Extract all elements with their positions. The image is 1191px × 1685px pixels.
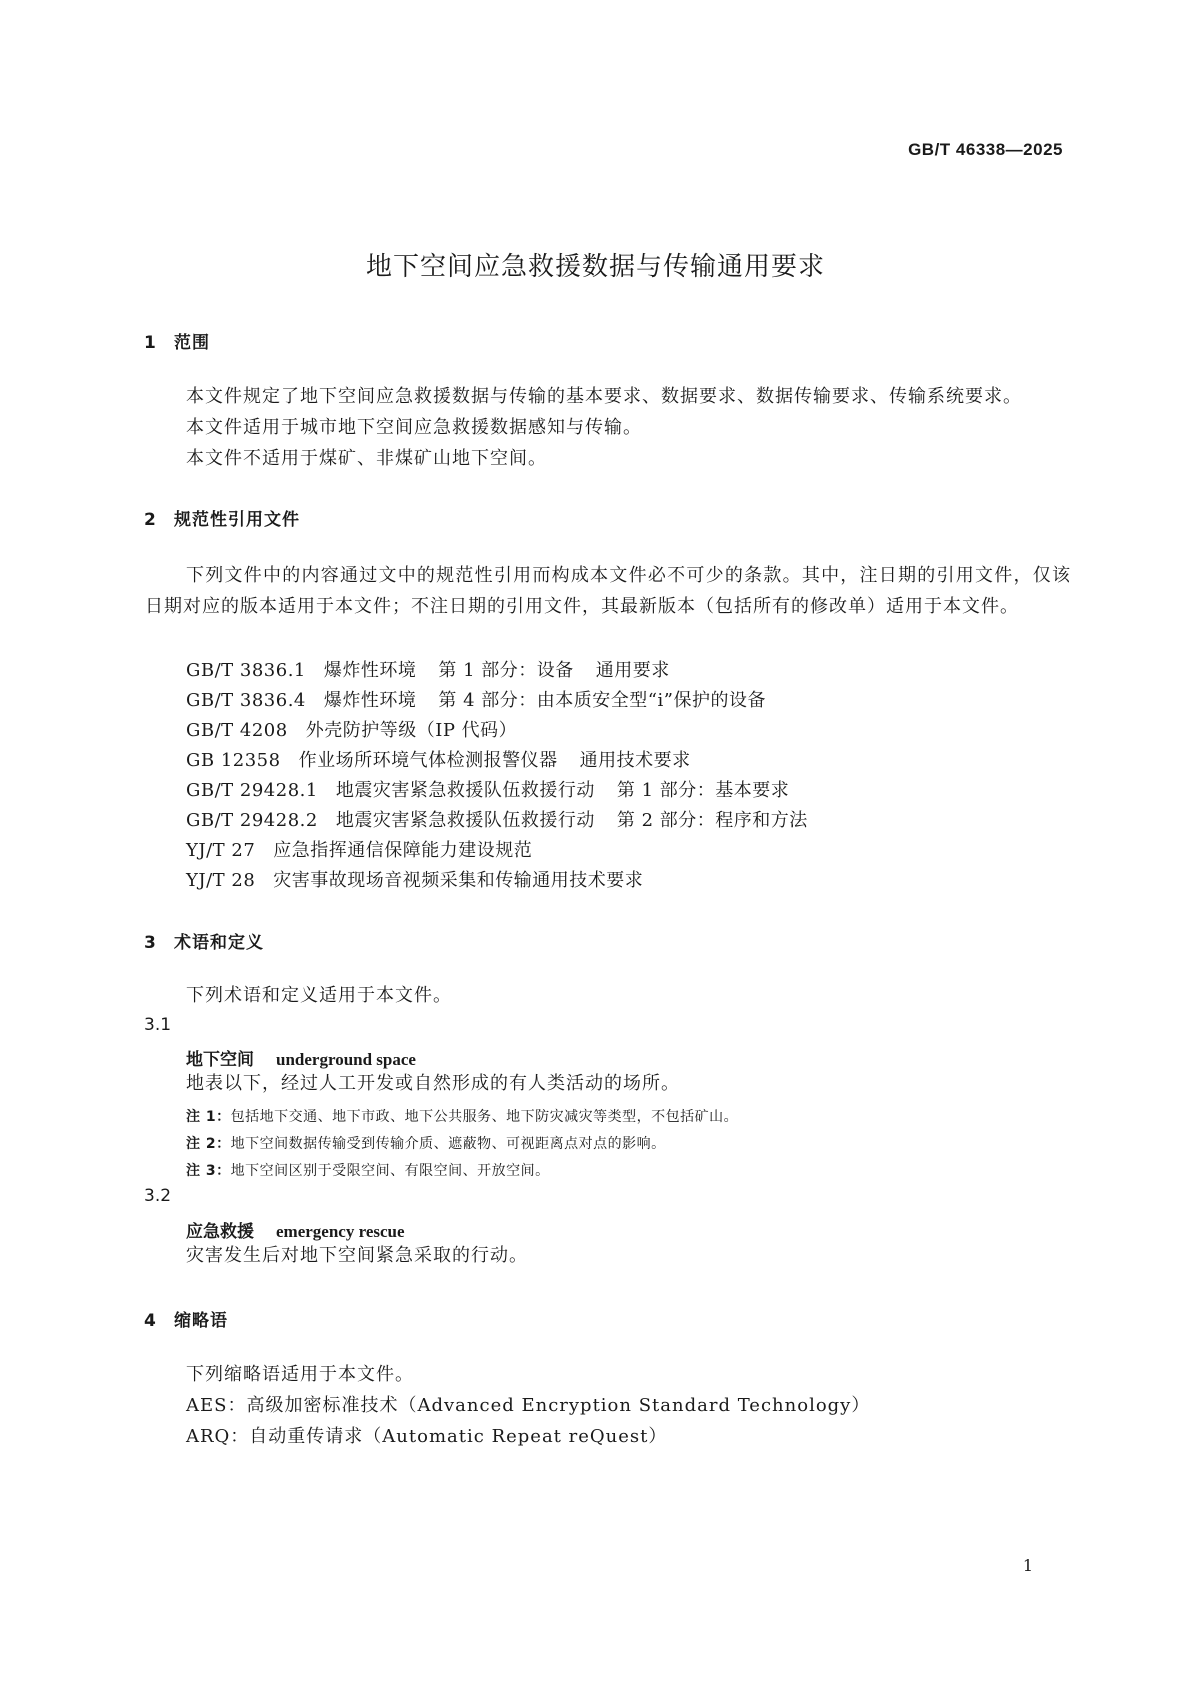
reference-title: 应急指挥通信保障能力建设规范 <box>273 840 533 861</box>
note-label: 注 3： <box>186 1163 231 1179</box>
paragraph: 本文件规定了地下空间应急救援数据与传输的基本要求、数据要求、数据传输要求、传输系统要求。 <box>186 386 1022 407</box>
reference-code: GB/T 3836.4 <box>186 690 306 711</box>
note-text: 地下空间区别于受限空间、有限空间、开放空间。 <box>230 1163 550 1179</box>
normative-reference <box>186 836 532 862</box>
term-note <box>186 1133 666 1153</box>
reference-title: 外壳防护等级（IP 代码） <box>305 720 518 741</box>
reference-title: 地震灾害紧急救援队伍救援行动 <box>335 810 595 831</box>
section-number: 2 <box>144 510 157 530</box>
reference-part: 第 4 部分：由本质安全型“i”保护的设备 <box>438 690 766 711</box>
document-title: 地下空间应急救援数据与传输通用要求 <box>365 252 825 282</box>
reference-code: GB 12358 <box>186 750 281 771</box>
term-entry <box>186 1217 405 1242</box>
normative-reference <box>186 866 643 892</box>
term-definition: 地表以下，经过人工开发或自然形成的有人类活动的场所。 <box>186 1073 680 1094</box>
paragraph: 下列文件中的内容通过文中的规范性引用而构成本文件必不可少的条款。其中，注日期的引用文件，仅该日期对应的版本适用于本文件；不注日期的引用文件，其最新版本（包括所有的修改单）适用于本文件。 <box>145 565 1071 617</box>
reference-title: 爆炸性环境 <box>323 660 417 681</box>
term-number: 3.1 <box>144 1015 172 1035</box>
paragraph: 本文件适用于城市地下空间应急救援数据感知与传输。 <box>186 417 642 438</box>
reference-title: 爆炸性环境 <box>323 690 417 711</box>
reference-code: GB/T 3836.1 <box>186 660 306 681</box>
term-english: emergency rescue <box>276 1222 405 1241</box>
standard-number: GB/T 46338—2025 <box>908 140 1063 159</box>
reference-part: 第 1 部分：设备 <box>438 660 574 681</box>
section-title: 术语和定义 <box>174 933 264 953</box>
reference-code: YJ/T 27 <box>186 840 256 861</box>
reference-title: 地震灾害紧急救援队伍救援行动 <box>335 780 595 801</box>
term-definition: 灾害发生后对地下空间紧急采取的行动。 <box>186 1245 528 1266</box>
term-number: 3.2 <box>144 1186 172 1206</box>
section-number: 4 <box>144 1311 157 1331</box>
section-number: 1 <box>144 333 157 353</box>
section-4-heading <box>144 1306 228 1331</box>
section-title: 规范性引用文件 <box>174 510 300 530</box>
section-title: 缩略语 <box>174 1311 228 1331</box>
section-title: 范围 <box>174 333 210 353</box>
normative-reference <box>186 776 789 802</box>
reference-part: 通用技术要求 <box>579 750 691 771</box>
term-chinese: 地下空间 <box>186 1050 254 1070</box>
term-english: underground space <box>276 1050 416 1069</box>
reference-title: 作业场所环境气体检测报警仪器 <box>298 750 558 771</box>
reference-subtitle: 通用要求 <box>595 660 670 681</box>
abbreviation-entry: ARQ：自动重传请求（Automatic Repeat reQuest） <box>186 1426 668 1447</box>
term-entry <box>186 1045 416 1070</box>
normative-reference <box>186 656 670 682</box>
note-label: 注 2： <box>186 1136 231 1152</box>
reference-part: 第 2 部分：程序和方法 <box>616 810 808 831</box>
reference-title: 灾害事故现场音视频采集和传输通用技术要求 <box>273 870 644 891</box>
paragraph: 下列术语和定义适用于本文件。 <box>186 985 452 1006</box>
section-3-heading <box>144 928 264 953</box>
term-note <box>186 1160 550 1180</box>
reference-code: GB/T 29428.2 <box>186 810 318 831</box>
abbreviation-entry: AES：高级加密标准技术（Advanced Encryption Standard Technology） <box>186 1395 871 1416</box>
reference-part: 第 1 部分：基本要求 <box>616 780 790 801</box>
normative-reference <box>186 716 517 742</box>
term-chinese: 应急救援 <box>186 1222 254 1242</box>
page-number: 1 <box>1022 1556 1033 1575</box>
section-number: 3 <box>144 933 157 953</box>
term-note <box>186 1106 738 1126</box>
normative-reference <box>186 746 691 772</box>
note-text: 包括地下交通、地下市政、地下公共服务、地下防灾减灾等类型，不包括矿山。 <box>230 1109 739 1125</box>
normative-reference <box>186 686 766 712</box>
paragraph: 下列缩略语适用于本文件。 <box>186 1364 414 1385</box>
note-label: 注 1： <box>186 1109 231 1125</box>
reference-code: YJ/T 28 <box>186 870 256 891</box>
reference-code: GB/T 4208 <box>186 720 288 741</box>
paragraph: 本文件不适用于煤矿、非煤矿山地下空间。 <box>186 448 547 469</box>
section-1-heading <box>144 328 210 353</box>
note-text: 地下空间数据传输受到传输介质、遮蔽物、可视距离点对点的影响。 <box>230 1136 666 1152</box>
section-2-heading <box>144 505 300 530</box>
normative-reference <box>186 806 808 832</box>
reference-code: GB/T 29428.1 <box>186 780 318 801</box>
